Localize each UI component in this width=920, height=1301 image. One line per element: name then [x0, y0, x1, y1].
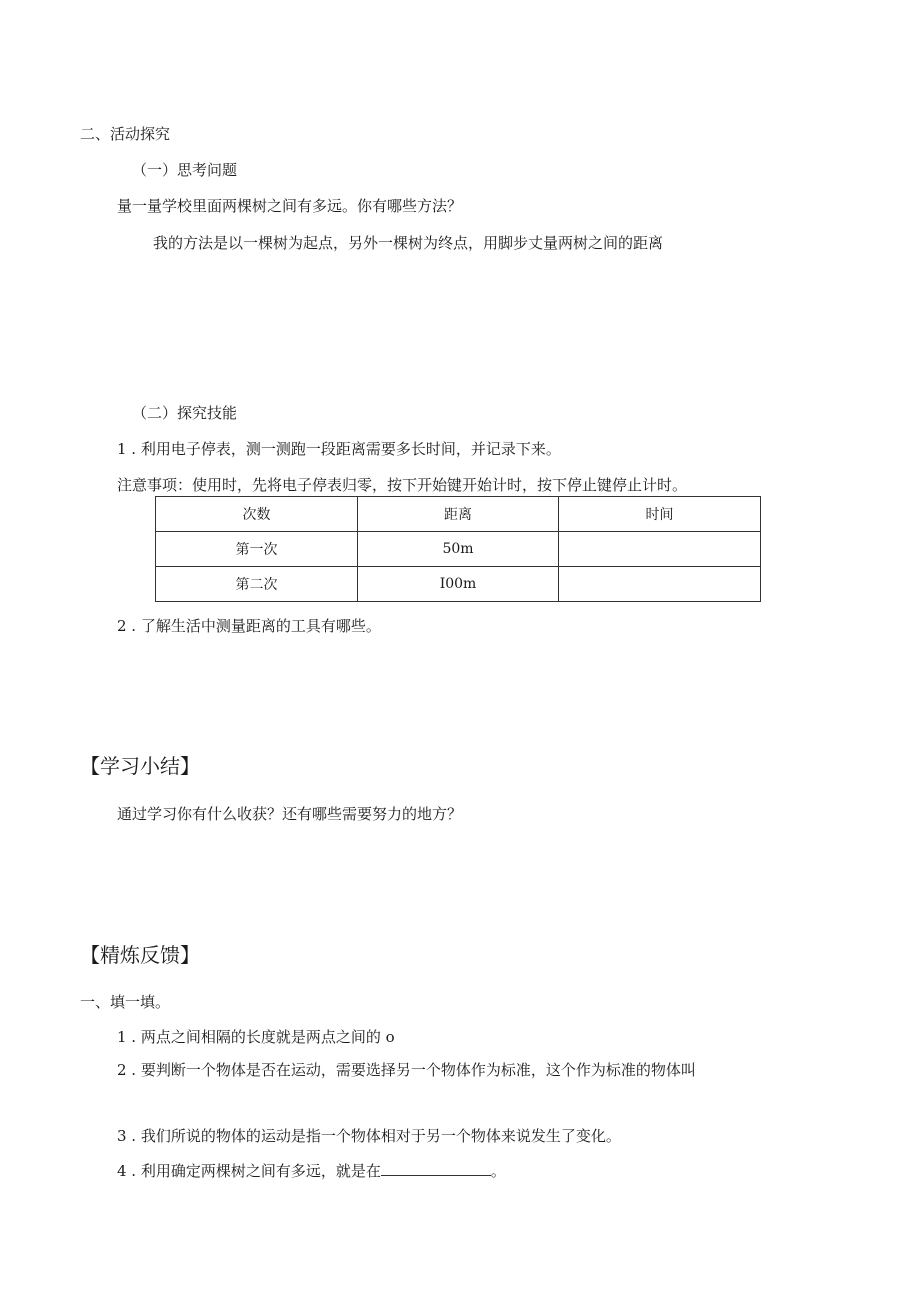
fill-item-4	[117, 1161, 506, 1181]
skill-item-1: 1 . 利用电子停表，测一测跑一段距离需要多长时间，并记录下来。	[117, 440, 561, 458]
subsection-heading-think: （一）思考问题	[132, 161, 238, 179]
table-cell: I00m	[358, 567, 559, 602]
summary-question: 通过学习你有什么收获？还有哪些需要努力的地方？	[117, 805, 463, 823]
table-cell: 第一次	[156, 532, 358, 567]
table-header-row	[156, 497, 761, 532]
answer-text: 我的方法是以一棵树为起点，另外一棵树为终点，用脚步丈量两树之间的距离	[153, 234, 664, 252]
note-text: 注意事项：使用时，先将电子停表归零，按下开始键开始计时，按下停止键停止计时。	[117, 476, 688, 494]
question-text: 量一量学校里面两棵树之间有多远。你有哪些方法？	[117, 197, 463, 215]
table-header-cell: 距离	[358, 497, 559, 532]
fill-item-1: 1 . 两点之间相隔的长度就是两点之间的 o	[117, 1028, 395, 1046]
fill-item-3: 3 . 我们所说的物体的运动是指一个物体相对于另一个物体来说发生了变化。	[117, 1127, 621, 1145]
fill-in-title: 一、填一填。	[80, 993, 171, 1011]
fill-item-4-prefix: 4 . 利用确定两棵树之间有多远，就是在	[117, 1162, 381, 1180]
subsection-heading-skills: （二）探究技能	[132, 404, 238, 422]
skill-item-2: 2 . 了解生活中测量距离的工具有哪些。	[117, 617, 381, 635]
table-cell: 50m	[358, 532, 559, 567]
table-cell-empty	[559, 532, 761, 567]
section-title: 二、活动探究	[80, 125, 171, 143]
table-cell: 第二次	[156, 567, 358, 602]
table-row	[156, 567, 761, 602]
table-row	[156, 532, 761, 567]
record-table	[155, 496, 761, 602]
feedback-heading: 【精炼反馈】	[80, 943, 200, 967]
table-header-cell: 时间	[559, 497, 761, 532]
fill-item-4-suffix: 。	[490, 1162, 506, 1180]
answer-blank[interactable]	[381, 1161, 491, 1176]
fill-item-2: 2 . 要判断一个物体是否在运动，需要选择另一个物体作为标准，这个作为标准的物体叫	[117, 1061, 696, 1079]
summary-heading: 【学习小结】	[80, 754, 200, 778]
table-header-cell: 次数	[156, 497, 358, 532]
table-cell-empty	[559, 567, 761, 602]
